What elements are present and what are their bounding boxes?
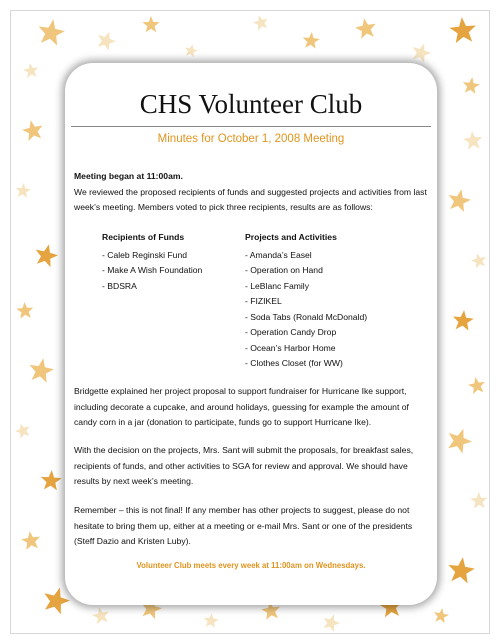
- star-decoration: [253, 15, 268, 30]
- list-item: - Operation on Hand: [245, 265, 323, 275]
- star-decoration: [36, 244, 58, 267]
- list-item: - Ocean’s Harbor Home: [245, 342, 336, 353]
- star-decoration: [463, 131, 482, 150]
- star-decoration: [413, 44, 431, 63]
- star-decoration: [355, 18, 376, 39]
- projects-heading: Projects and Activities: [245, 232, 337, 242]
- star-decoration: [449, 17, 476, 43]
- star-decoration: [23, 63, 38, 78]
- star-decoration: [324, 614, 340, 631]
- star-decoration: [98, 32, 116, 51]
- document-page: [10, 10, 490, 634]
- paragraph-proposals: With the decision on the projects, Mrs. Sant will submit the proposals, for breakfast sales, recipients of funds, and other activities to SGA for review and approval. We should have results by next week’s meeting.: [74, 445, 414, 486]
- intro-paragraph: [74, 169, 428, 216]
- star-decoration: [434, 608, 449, 623]
- list-item: - Caleb Reginski Fund: [102, 249, 188, 260]
- paragraph-reminder: Remember – this is not final! If any member has other projects to suggest, please do not hesitate to bring them up, either at a meeting or e-mail Mrs. Sant or one of the presidents (Steff Dazio and Kristen Luby).: [74, 505, 413, 546]
- star-decoration: [204, 613, 219, 628]
- star-decoration: [39, 19, 65, 45]
- star-decoration: [30, 358, 54, 383]
- star-decoration: [453, 310, 474, 330]
- star-decoration: [92, 607, 109, 624]
- star-decoration: [470, 492, 487, 509]
- star-decoration: [185, 44, 198, 57]
- star-decoration: [142, 16, 159, 32]
- list-item: - LeBlanc Family: [245, 280, 309, 291]
- star-decoration: [468, 377, 485, 394]
- star-decoration: [303, 32, 320, 49]
- star-decoration: [22, 120, 42, 141]
- star-decoration: [16, 183, 31, 198]
- list-item: - Make A Wish Foundation: [102, 265, 203, 275]
- intro-text: We reviewed the proposed recipients of funds and suggested projects and activities from last week’s meeting. Members voted to pick three recipients, results are as follows:: [74, 186, 427, 212]
- page-title: CHS Volunteer Club: [139, 89, 363, 119]
- star-decoration: [15, 423, 30, 438]
- title-divider: [71, 126, 431, 127]
- paragraph-hurricane-ike: Bridgette explained her project proposal to support fundraiser for Hurricane Ike support, including decorate a cupcake, and around holidays, guessing for example the amount of candy corn in a jar (donation to participate, funds go to support Hurricane Ike).: [74, 386, 409, 427]
- star-decoration: [16, 302, 33, 319]
- star-decoration: [44, 588, 70, 615]
- list-item: - FIZIKEL: [245, 296, 282, 306]
- star-decoration: [463, 77, 480, 94]
- star-decoration: [471, 253, 486, 268]
- minutes-card: [65, 63, 437, 605]
- recipients-heading: Recipients of Funds: [102, 232, 185, 242]
- list-item: - Amanda’s Easel: [245, 249, 312, 260]
- list-item: - Soda Tabs (Ronald McDonald): [245, 311, 368, 322]
- star-decoration: [449, 189, 471, 212]
- projects-list: [245, 230, 425, 372]
- intro-heading: Meeting began at 11:00am.: [74, 171, 183, 181]
- meeting-schedule-note: Volunteer Club meets every week at 11:00am on Wednesdays.: [136, 561, 366, 570]
- list-item: - Operation Candy Drop: [245, 327, 337, 337]
- star-decoration: [41, 470, 62, 490]
- star-decoration: [448, 429, 472, 454]
- recipients-list: [102, 230, 242, 294]
- page-subtitle: Minutes for October 1, 2008 Meeting: [157, 133, 345, 145]
- star-decoration: [21, 531, 40, 550]
- list-item: - Clothes Closet (for WW): [245, 358, 343, 368]
- list-item: - BDSRA: [102, 280, 137, 291]
- star-decoration: [448, 557, 474, 583]
